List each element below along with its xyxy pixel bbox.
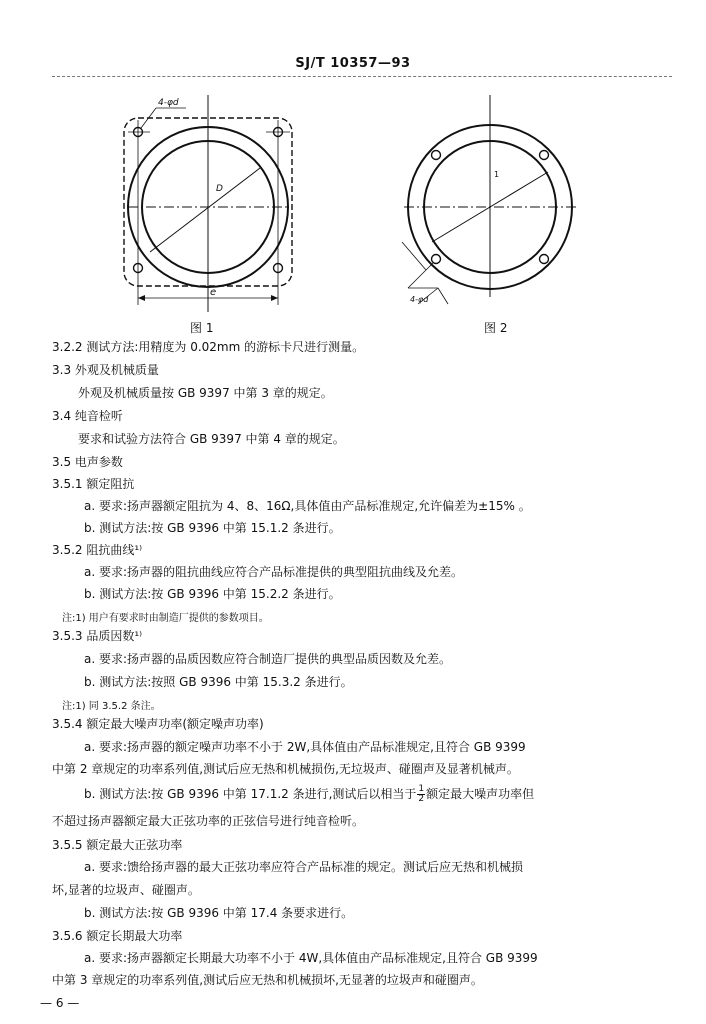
fig1-dim-diag: D xyxy=(216,184,223,194)
fig1-diameter-line xyxy=(150,168,260,252)
s34-text: 要求和试验方法符合 GB 9397 中第 4 章的规定。 xyxy=(78,432,345,446)
s33-text: 外观及机械质量按 GB 9397 中第 3 章的规定。 xyxy=(78,386,333,400)
s355-a-line1: a. 要求:馈给扬声器的最大正弦功率应符合产品标准的规定。测试后应无热和机械损 xyxy=(84,860,524,874)
s356-title: 3.5.6 额定长期最大功率 xyxy=(52,929,183,943)
s353-b: b. 测试方法:按照 GB 9396 中第 15.3.2 条进行。 xyxy=(84,675,353,689)
fig1-dim-bottom: e xyxy=(210,287,217,298)
fraction-denominator: 2 xyxy=(418,794,425,804)
fraction-numerator: 1 xyxy=(418,784,425,794)
figure-2-caption: 图 2 xyxy=(484,321,508,335)
s322: 3.2.2 测试方法:用精度为 0.02mm 的游标卡尺进行测量。 xyxy=(52,340,365,354)
fig2-hole-bl xyxy=(432,255,441,264)
fig2-hole-tl xyxy=(432,151,441,160)
fig2-hole-br xyxy=(540,255,549,264)
s354-title: 3.5.4 额定最大噪声功率(额定噪声功率) xyxy=(52,717,264,731)
s33-title: 3.3 外观及机械质量 xyxy=(52,363,159,377)
s352-a: a. 要求:扬声器的阻抗曲线应符合产品标准提供的典型阻抗曲线及允差。 xyxy=(84,565,464,579)
page-number: — 6 — xyxy=(40,996,80,1010)
fig1-dim-top: 4-φd xyxy=(158,98,179,108)
s353-title: 3.5.3 品质因数¹⁾ xyxy=(52,629,143,643)
figure-1-drawing xyxy=(110,90,310,325)
standard-number: SJ/T 10357—93 xyxy=(295,56,411,71)
fig2-dim-bottom: 4-φd xyxy=(410,295,429,304)
figure-1-caption: 图 1 xyxy=(190,321,214,335)
s35-title: 3.5 电声参数 xyxy=(52,455,123,469)
fig2-dim-center: 1 xyxy=(494,170,500,179)
s356-a-line1: a. 要求:扬声器额定长期最大功率不小于 4W,具体值由产品标准规定,且符合 GB 9399 xyxy=(84,951,538,965)
s351-b: b. 测试方法:按 GB 9396 中第 15.1.2 条进行。 xyxy=(84,521,341,535)
s353-note: 注:1) 同 3.5.2 条注。 xyxy=(62,701,161,712)
header-rule xyxy=(52,76,672,77)
s351-a: a. 要求:扬声器额定阻抗为 4、8、16Ω,具体值由产品标准规定,允许偏差为±15% 。 xyxy=(84,499,531,513)
fig2-hole-tr xyxy=(540,151,549,160)
s354-a-line2: 中第 2 章规定的功率系列值,测试后应无热和机械损伤,无垃圾声、碰圈声及显著机械声。 xyxy=(52,762,519,776)
fraction-half xyxy=(417,785,425,804)
s352-note: 注:1) 用户有要求时由制造厂提供的参数项目。 xyxy=(62,613,269,624)
s351-title: 3.5.1 额定阻抗 xyxy=(52,477,135,491)
s34-title: 3.4 纯音检听 xyxy=(52,409,123,423)
s355-b: b. 测试方法:按 GB 9396 中第 17.4 条要求进行。 xyxy=(84,906,354,920)
figure-2-drawing xyxy=(398,92,588,322)
s356-a-line2: 中第 3 章规定的功率系列值,测试后应无热和机械损坏,无显著的垃圾声和碰圈声。 xyxy=(52,973,483,987)
s354-b-text-b: 额定最大噪声功率但 xyxy=(426,787,535,801)
s355-title: 3.5.5 额定最大正弦功率 xyxy=(52,838,183,852)
s354-b-text-a: b. 测试方法:按 GB 9396 中第 17.1.2 条进行,测试后以相当于 xyxy=(84,787,417,801)
s354-b-line1 xyxy=(84,785,534,804)
s354-a-line1: a. 要求:扬声器的额定噪声功率不小于 2W,具体值由产品标准规定,且符合 GB 9399 xyxy=(84,740,526,754)
s354-b-line2: 不超过扬声器额定最大正弦功率的正弦信号进行纯音检听。 xyxy=(52,814,365,828)
s352-title: 3.5.2 阻抗曲线¹⁾ xyxy=(52,543,143,557)
s353-a: a. 要求:扬声器的品质因数应符合制造厂提供的典型品质因数及允差。 xyxy=(84,652,452,666)
s352-b: b. 测试方法:按 GB 9396 中第 15.2.2 条进行。 xyxy=(84,587,341,601)
s355-a-line2: 坏,显著的垃圾声、碰圈声。 xyxy=(52,883,200,897)
